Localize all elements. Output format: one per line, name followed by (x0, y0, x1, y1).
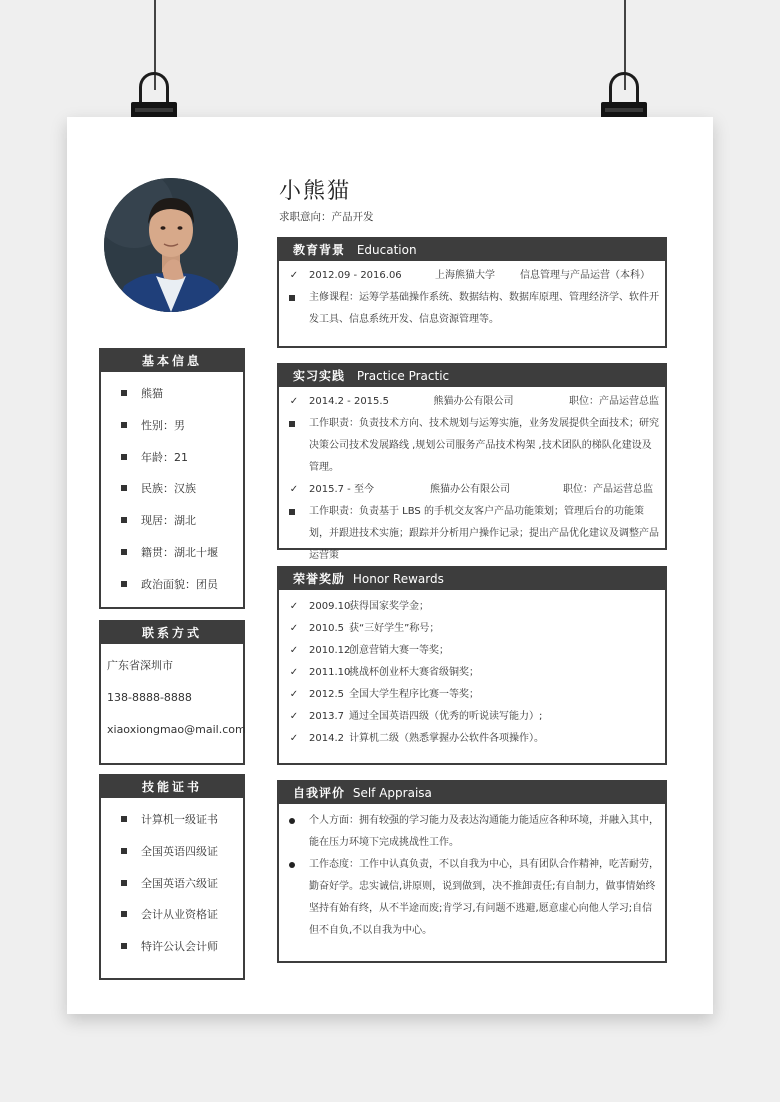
education-courses-row (285, 287, 659, 331)
resume-paper (67, 117, 713, 1014)
square-bullet-icon (289, 421, 295, 427)
job-position: 职位：产品运营总监 (569, 396, 659, 407)
square-bullet-icon (121, 454, 127, 460)
honor-row (285, 596, 659, 618)
square-bullet-icon (121, 549, 127, 555)
skill-item: 计算机一级证书 (141, 813, 218, 826)
square-bullet-icon (121, 390, 127, 396)
check-icon: ✓ (289, 689, 299, 700)
job-duty-row (285, 413, 659, 479)
square-bullet-icon (121, 880, 127, 886)
basic-info-hometown: 籍贯：湖北十堰 (141, 545, 218, 559)
honor-date: 2010.12 (309, 645, 351, 656)
honor-row (285, 662, 659, 684)
basic-info-title: 基本信息 (101, 350, 243, 372)
education-date: 2012.09 - 2016.06 (309, 270, 402, 281)
check-icon: ✓ (289, 667, 299, 678)
check-icon: ✓ (289, 711, 299, 722)
self-eval-header (279, 782, 665, 804)
job-duty-row (285, 501, 659, 567)
basic-info-political: 政治面貌：团员 (141, 577, 218, 591)
job-intent: 求职意向：产品开发 (279, 211, 374, 223)
honor-text: 获得国家奖学金； (349, 601, 429, 612)
basic-info-name: 熊猫 (141, 387, 163, 400)
list-item (101, 410, 243, 442)
education-title-cn: 教育背景 (293, 243, 346, 257)
list-item (101, 378, 243, 410)
education-courses: 主修课程：运筹学基础操作系统、数据结构、数据库原理、管理经济学、软件开发工具、信息系统开发、信息资源管理等。 (309, 292, 659, 325)
contact-address: 广东省深圳市 (107, 659, 173, 672)
practice-header (279, 365, 665, 387)
skill-item: 特许公认会计师 (141, 940, 218, 954)
job-date: 2015.7 - 至今 (309, 484, 374, 495)
round-bullet-icon (289, 862, 295, 868)
practice-section (277, 363, 667, 561)
job-row (285, 479, 659, 501)
check-icon: ✓ (289, 733, 299, 744)
square-bullet-icon (121, 816, 127, 822)
list-item (101, 442, 243, 474)
honor-text: 获“三好学生”称号； (349, 623, 440, 634)
honors-header (279, 568, 665, 590)
honor-row (285, 640, 659, 662)
skill-item: 全国英语四级证 (141, 844, 218, 858)
contact-email[interactable]: xiaoxiongmao@mail.com (107, 723, 246, 736)
list-item (101, 868, 243, 900)
list-item (101, 931, 243, 963)
job-company: 熊猫办公有限公司 (430, 484, 510, 495)
honor-date: 2014.2 (309, 733, 344, 744)
check-icon: ✓ (289, 484, 299, 495)
self-eval-item (285, 810, 659, 854)
job-row (285, 391, 659, 413)
job-date: 2014.2 - 2015.5 (309, 396, 389, 407)
square-bullet-icon (121, 848, 127, 854)
honor-row (285, 728, 659, 750)
round-bullet-icon (289, 818, 295, 824)
honor-row (285, 684, 659, 706)
honor-row (285, 706, 659, 728)
square-bullet-icon (121, 485, 127, 491)
square-bullet-icon (289, 509, 295, 515)
honor-text: 通过全国英语四级（优秀的听说读写能力）; (349, 711, 543, 722)
education-section (277, 237, 667, 348)
self-eval-text: 工作态度：工作中认真负责，不以自我为中心，具有团队合作精神，吃苦耐劳，勤奋好学。忠实诚信,讲原则，说到做到，决不推卸责任;有自制力，做事情始终坚持有始有终，从不半途而废;肯学习,有问题不逃避,愿意虚心向他人学习;自信但不自负,不以自我为中心。 (309, 859, 659, 936)
basic-info-residence: 现居：湖北 (141, 514, 196, 528)
honor-row (285, 618, 659, 640)
self-eval-title-en: Self Appraisa (352, 786, 432, 800)
practice-title-en: Practice Practic (356, 369, 450, 383)
square-bullet-icon (121, 517, 127, 523)
honor-date: 2012.5 (309, 689, 344, 700)
honors-title-en: Honor Rewards (352, 572, 444, 586)
job-duty: 工作职责：负责基于 LBS 的手机交友客户产品功能策划；管理后台的功能策划，并跟进技术实施；跟踪并分析用户操作记录；提出产品优化建议及调整产品运营策 (309, 506, 659, 561)
skill-item: 会计从业资格证 (141, 908, 218, 922)
contact-phone[interactable]: 138-8888-8888 (107, 691, 192, 704)
skills-section (99, 774, 245, 980)
check-icon: ✓ (289, 623, 299, 634)
avatar (104, 178, 238, 312)
honors-title-cn: 荣誉奖励 (293, 572, 346, 586)
self-eval-title-cn: 自我评价 (293, 786, 346, 800)
list-item (101, 569, 243, 601)
basic-info-age: 年龄：21 (141, 450, 188, 464)
basic-info-ethnicity: 民族：汉族 (141, 482, 196, 496)
job-duty: 工作职责：负责技术方向、技术规划与运筹实施，业务发展提供全面技术；研究决策公司技术发展路线 ,规划公司服务产品技术构架 ,技术团队的梯队化建设及管理。 (309, 418, 659, 473)
education-header (279, 239, 665, 261)
honor-date: 2009.10 (309, 601, 351, 612)
square-bullet-icon (121, 422, 127, 428)
education-title-en: Education (356, 243, 417, 257)
education-school: 上海熊猫大学 (435, 270, 495, 281)
square-bullet-icon (121, 911, 127, 917)
list-item (101, 505, 243, 537)
basic-info-section (99, 348, 245, 609)
job-position: 职位：产品运营总监 (563, 484, 653, 495)
square-bullet-icon (121, 581, 127, 587)
honor-text: 挑战杯创业杯大赛省级铜奖； (349, 667, 479, 678)
square-bullet-icon (289, 295, 295, 301)
honor-date: 2011.10 (309, 667, 351, 678)
honor-date: 2013.7 (309, 711, 344, 722)
job-company: 熊猫办公有限公司 (433, 396, 514, 407)
self-eval-section (277, 780, 667, 963)
square-bullet-icon (121, 943, 127, 949)
honor-text: 全国大学生程序比赛一等奖； (349, 689, 479, 700)
contact-title: 联系方式 (101, 622, 243, 644)
skill-item: 全国英语六级证 (141, 876, 218, 890)
skills-title: 技能证书 (101, 776, 243, 798)
list-item (101, 473, 243, 505)
honor-text: 计算机二级（熟悉掌握办公软件各项操作）。 (349, 733, 544, 744)
honors-section (277, 566, 667, 765)
education-row (285, 265, 659, 287)
contact-section (99, 620, 245, 765)
self-eval-item (285, 854, 659, 942)
candidate-name: 小熊猫 (279, 179, 352, 204)
check-icon: ✓ (289, 645, 299, 656)
self-eval-text: 个人方面：拥有较强的学习能力及表达沟通能力能适应各种环境，并融入其中，能在压力环境下完成挑战性工作。 (309, 815, 659, 848)
check-icon: ✓ (289, 270, 299, 281)
check-icon: ✓ (289, 601, 299, 612)
list-item (101, 899, 243, 931)
list-item (101, 836, 243, 868)
basic-info-gender: 性别：男 (141, 418, 185, 432)
honor-date: 2010.5 (309, 623, 344, 634)
honor-text: 创意营销大赛一等奖； (349, 645, 449, 656)
list-item (101, 537, 243, 569)
list-item (101, 804, 243, 836)
education-major: 信息管理与产品运营（本科） (520, 270, 650, 281)
practice-title-cn: 实习实践 (293, 369, 346, 383)
check-icon: ✓ (289, 396, 299, 407)
